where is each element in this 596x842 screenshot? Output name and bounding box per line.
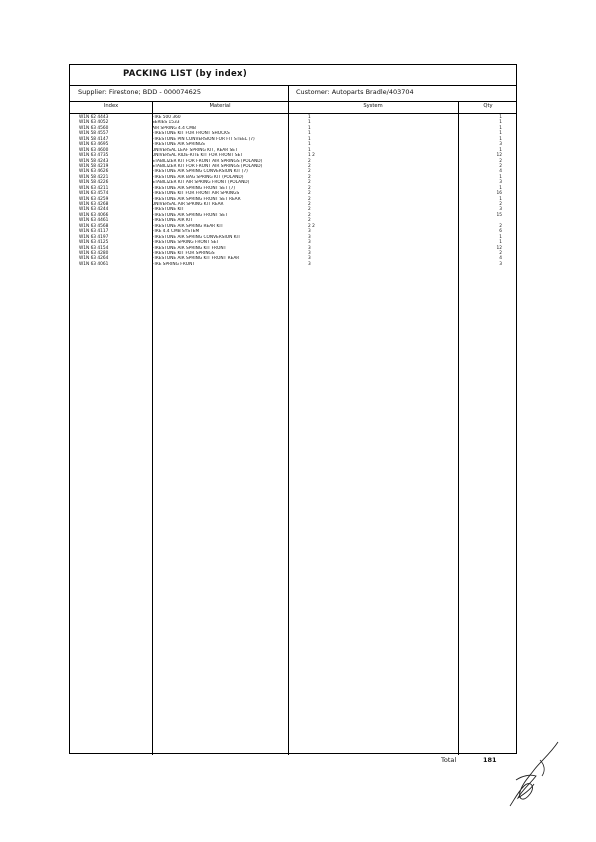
header-qty: Qty <box>483 103 493 109</box>
total-label: Total <box>441 756 457 764</box>
header-index: Index <box>103 103 119 109</box>
row-index: W1N 63 4117 <box>79 229 109 235</box>
row-system: 2 <box>308 158 311 164</box>
row-qty: 16 <box>496 191 502 197</box>
row-system: 3 <box>308 256 311 262</box>
row-system: 1 <box>308 147 311 153</box>
row-index: W1N 63 4461 <box>79 218 109 224</box>
row-index: W1N 63 4154 <box>79 245 109 251</box>
row-system: 2 <box>308 185 311 191</box>
row-qty: 3 <box>499 207 502 213</box>
row-qty: 3 <box>499 180 502 186</box>
row-qty: 12 <box>496 245 502 251</box>
row-index: W1N 63 4259 <box>79 196 109 202</box>
row-qty: 1 <box>499 185 502 191</box>
row-system: 2 <box>308 163 311 169</box>
row-index: W1N 63 4695 <box>79 142 109 148</box>
row-qty: 1 <box>499 125 502 131</box>
row-material: STABILIZER KIT FOR FRONT AIR SPRINGS (POLAND) <box>152 158 263 164</box>
supplier-info: Supplier: Firestone; BDD - 000074625 <box>78 88 201 96</box>
row-qty: 4 <box>499 169 502 175</box>
row-index: W1N 63 4600 <box>79 147 109 153</box>
row-system: 3 <box>308 234 311 240</box>
row-qty: 1 <box>499 234 502 240</box>
row-qty: 2 <box>499 158 502 164</box>
row-material: FIRESTONE KIT FOR FRONT SHOCKS <box>152 131 230 137</box>
row-index: W1N 63 4211 <box>79 185 109 191</box>
party-divider <box>288 85 289 101</box>
row-index: W1N 63 4061 <box>79 261 109 267</box>
row-material: FIRESTONE AIR SPRINGS <box>152 142 205 148</box>
row-qty: 1 <box>499 174 502 180</box>
row-system: 2 <box>308 202 311 207</box>
table-row <box>70 262 516 267</box>
document-title: PACKING LIST (by index) <box>122 69 248 79</box>
row-index: W1N 63 4735 <box>79 153 109 159</box>
row-qty: 2 <box>499 250 502 256</box>
row-index: W1N 63 4197 <box>79 234 109 240</box>
row-material: FIRESTONE AIR KIT <box>152 218 193 224</box>
row-index: W1N 63 4264 <box>79 256 109 262</box>
header-material: Material <box>209 103 231 109</box>
table-body <box>70 115 516 267</box>
row-material: AIR SPRING 4.4 CMB <box>152 125 196 131</box>
row-material: FIRESTONE AIR SPRING CONVERSION KIT <box>152 234 241 240</box>
row-index: W1N 63 4268 <box>79 202 109 207</box>
row-index: W1N 63 4568 <box>79 223 109 229</box>
row-index: W1N 63 4125 <box>79 240 109 246</box>
row-material: FIRESTONE AIR SPRING FRONT SET (7) <box>152 185 236 191</box>
row-qty: 2 <box>499 223 502 229</box>
title-row <box>70 65 516 86</box>
row-material: FIRE SPRING FRONT <box>152 261 195 267</box>
row-system: 2 <box>308 218 311 224</box>
customer-info: Customer: Autoparts Bradle/403704 <box>296 88 414 96</box>
row-system: 1 <box>308 131 311 137</box>
row-qty: 6 <box>499 229 502 235</box>
row-index: W1N 58 4221 <box>79 174 109 180</box>
header-system: System <box>363 103 383 109</box>
row-material: FIRESTONE AIR SPRING CONVERSION KIT (7) <box>152 169 248 175</box>
row-material: FIRESTONE AIR SPRING REAR KIT <box>152 223 224 229</box>
row-system: 2 <box>308 174 311 180</box>
row-system: 1 2 <box>308 153 315 159</box>
row-qty: 3 <box>499 142 502 148</box>
row-system: 3 <box>308 229 311 235</box>
row-index: W1N 63 4244 <box>79 207 109 213</box>
row-system: 2 <box>308 191 311 197</box>
row-qty: 1 <box>499 147 502 153</box>
handwritten-signature <box>500 740 566 810</box>
row-qty: 4 <box>499 256 502 262</box>
row-material: STABILIZER KIT FOR FRONT AIR SPRINGS (POLAND) <box>152 163 263 169</box>
row-system: 1 <box>308 142 311 148</box>
row-material: UNIVERSAL AIR SPRING KIT REAR <box>152 202 224 207</box>
row-system: 3 <box>308 240 311 246</box>
row-index: W1N 63 4280 <box>79 250 109 256</box>
row-qty: 15 <box>496 212 502 218</box>
row-qty: 1 <box>499 196 502 202</box>
total-value: 181 <box>483 756 497 764</box>
row-system: 2 <box>308 169 311 175</box>
packing-list-table <box>69 64 517 754</box>
row-index: W1N 58 4226 <box>79 180 109 186</box>
row-material: FIRESTONE KIT FOR SPRINGS <box>152 250 215 256</box>
row-material: FIRE 500 360 <box>152 115 181 120</box>
row-index: W1N 63 4574 <box>79 191 109 197</box>
row-system: 2 <box>308 180 311 186</box>
row-index: W1N 63 4560 <box>79 125 109 131</box>
row-material: FIRE 4.4 CMB SYSTEM <box>152 229 200 235</box>
row-index: W1N 63 4066 <box>79 212 109 218</box>
row-material: STABILIZER KIT AIR SPRING FRONT (POLAND) <box>152 180 250 186</box>
row-material: FIRESTONE SPRING FRONT SET <box>152 240 220 246</box>
row-index: W1N 58 4219 <box>79 163 109 169</box>
row-material: FIRESTONE AIR BAG SPRING KIT (POLAND) <box>152 174 244 180</box>
row-system: 2 <box>308 212 311 218</box>
table-header <box>70 101 516 114</box>
row-system: 1 <box>308 115 311 120</box>
row-index: W1N 62 4443 <box>79 115 109 120</box>
row-material: SERIES 1533 <box>152 120 180 126</box>
row-index: W1N 58 4557 <box>79 131 109 137</box>
row-qty: 3 <box>499 261 502 267</box>
row-material: FIRESTONE AIR SPRING KIT FRONT REAR <box>152 256 240 262</box>
row-material: UNIVERSAL LEAF SPRING KIT, REAR SET <box>152 147 238 153</box>
row-material: FIRESTONE KIT FOR FRONT AIR SPRINGS <box>152 191 240 197</box>
row-system: 2 <box>308 207 311 213</box>
row-system: 3 <box>308 245 311 251</box>
row-system: 3 <box>308 261 311 267</box>
row-index: W1N 58 4243 <box>79 158 109 164</box>
row-system: 2 <box>308 196 311 202</box>
row-qty: 2 <box>499 163 502 169</box>
row-material: FIRESTONE AIR SPRING FRONT SET REAR <box>152 196 241 202</box>
row-qty: 1 <box>499 240 502 246</box>
row-qty: 1 <box>499 120 502 126</box>
row-qty: 12 <box>496 153 502 159</box>
row-system: 2 2 <box>308 223 315 229</box>
row-material: FIRESTONE AIR SPRING KIT FRONT <box>152 245 227 251</box>
row-system: 1 <box>308 136 311 142</box>
row-system: 1 <box>308 120 311 126</box>
party-row <box>70 85 516 102</box>
row-qty: 1 <box>499 131 502 137</box>
row-index: W1N 58 4147 <box>79 136 109 142</box>
row-qty: 1 <box>499 136 502 142</box>
row-material: UNIVERSAL RIDE-RITE KIT FOR FRONT SET <box>152 153 243 159</box>
row-qty: 2 <box>499 202 502 207</box>
row-qty: 1 <box>499 115 502 120</box>
row-material: FIRESTONE PIN CONVERSION FOR FIT STEEL (7) <box>152 136 255 142</box>
row-material: FIRESTONE KIT <box>152 207 185 213</box>
row-index: W1N 63 4626 <box>79 169 109 175</box>
row-system: 1 <box>308 125 311 131</box>
row-material: FIRESTONE AIR SPRING FRONT SET <box>152 212 228 218</box>
row-index: W1N 63 4052 <box>79 120 109 126</box>
row-system: 3 <box>308 250 311 256</box>
